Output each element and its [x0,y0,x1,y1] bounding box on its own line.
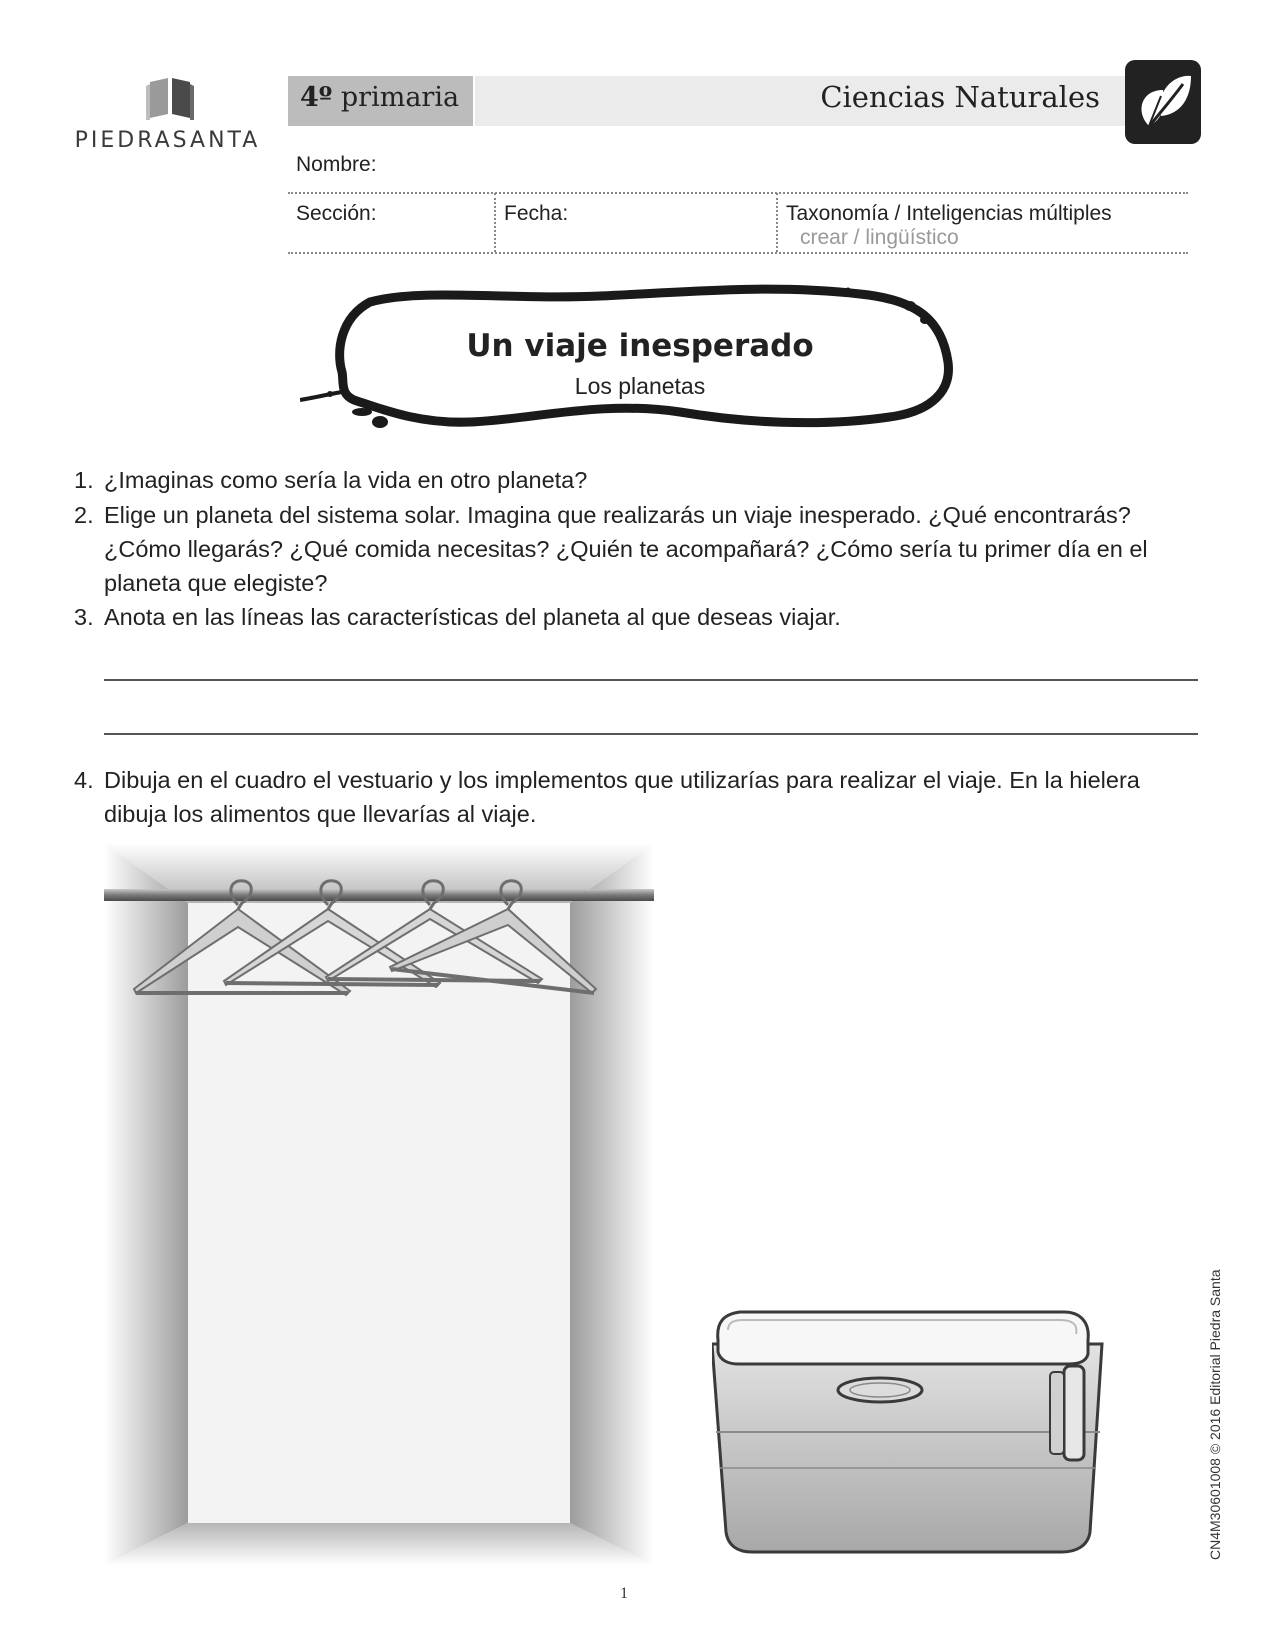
answer-line[interactable] [104,733,1198,735]
question-text: Elige un planeta del sistema solar. Imagina que realizarás un viaje inesperado. ¿Qué encontrarás? ¿Cómo llegarás? ¿Qué comida necesitas? ¿Quién te acompañará? ¿Cómo sería tu primer día en el planeta que elegiste? [104,502,1148,596]
publisher-logo [70,74,265,164]
question-text: Dibuja en el cuadro el vestuario y los implementos que utilizarías para realizar el viaje. En la hielera dibuja los alimentos que llevarías al viaje. [104,767,1140,827]
question-number: 1. [74,467,94,493]
grade-text: primaria [340,82,460,113]
divider [288,192,1188,194]
question-number: 2. [74,502,94,528]
question-text: Anota en las líneas las características del planeta al que deseas viajar. [104,604,841,630]
taxonomia-value: crear / lingüístico [800,226,959,249]
divider [776,193,778,252]
question-item [74,498,1184,600]
page-number: 1 [620,1585,628,1602]
closet-drawing-area[interactable] [104,843,654,1565]
grade-number: 4º [300,82,333,113]
subject-badge [1125,60,1201,144]
subject-title: Ciencias Naturales [820,80,1100,114]
title-cloud-frame [300,282,980,452]
seccion-label: Sección: [296,202,377,225]
divider [288,252,1188,254]
question-item [74,600,1184,634]
question-text: ¿Imaginas como sería la vida en otro planeta? [104,467,588,493]
question-item [74,463,1184,497]
cooler-drawing-area[interactable] [712,1300,1130,1560]
question-number: 4. [74,767,94,793]
open-book-icon [140,74,200,122]
divider [494,193,496,252]
copyright-code: CN4M30601008 © 2016 Editorial Piedra Santa [1207,1269,1223,1560]
activity-title: Un viaje inesperado [466,328,814,364]
question-number: 3. [74,604,94,630]
leaf-icon [1125,60,1201,144]
taxonomia-label: Taxonomía / Inteligencias múltiples [786,202,1112,225]
activity-subtitle: Los planetas [574,373,706,399]
fecha-label: Fecha: [504,202,569,225]
answer-line[interactable] [104,679,1198,681]
nombre-label: Nombre: [296,153,377,176]
grade-label [300,82,459,113]
question-item [74,763,1184,831]
logo-text: PIEDRASANTA [74,128,261,153]
